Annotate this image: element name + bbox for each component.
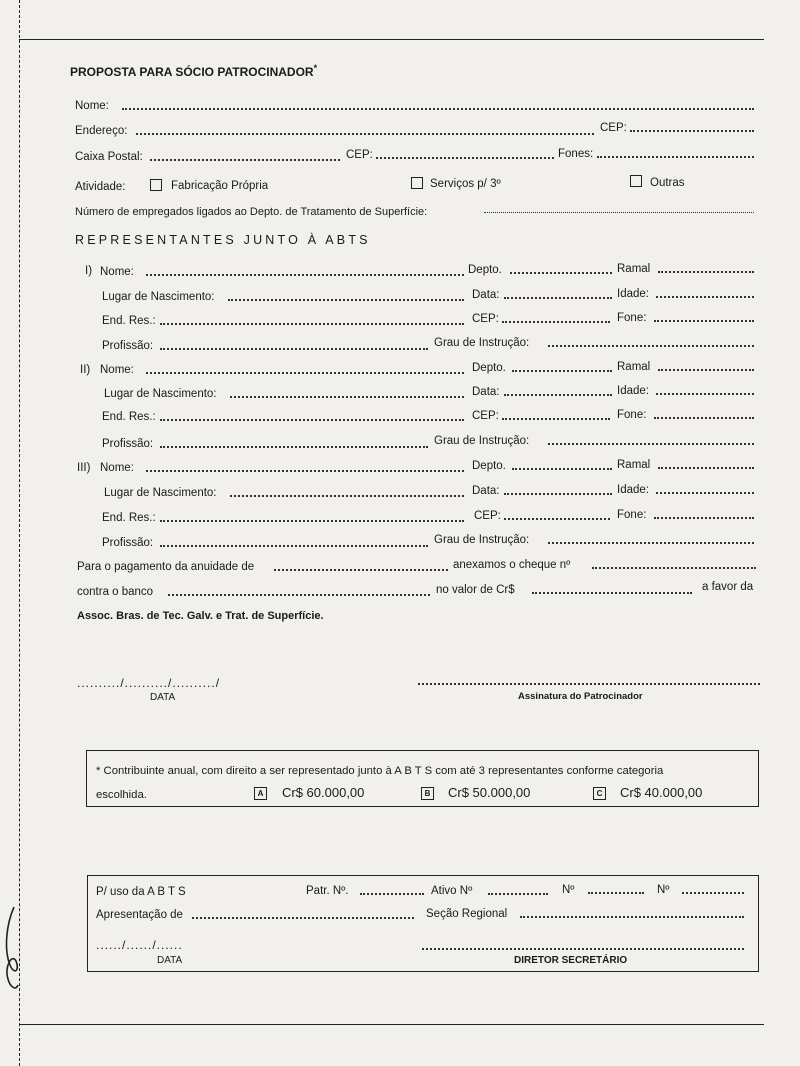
rep-fone-field[interactable]: [654, 417, 754, 419]
rep-idade-label: Idade:: [617, 484, 649, 496]
nome-label: Nome:: [75, 100, 109, 112]
cep-field[interactable]: [630, 130, 754, 132]
rep-grau-field[interactable]: [548, 542, 754, 544]
rep-data-field[interactable]: [504, 297, 612, 299]
rep-nome-field[interactable]: [146, 274, 464, 276]
rep-lugar-field[interactable]: [230, 495, 464, 497]
rep-end-field[interactable]: [160, 419, 464, 421]
rep-data-label: Data:: [472, 485, 500, 497]
bottom-rule: [19, 1024, 764, 1025]
cheque-label: anexamos o cheque nº: [453, 559, 571, 571]
secao-field[interactable]: [520, 916, 744, 918]
rep-number: I): [85, 265, 93, 277]
signature-label: Assinatura do Patrocinador: [518, 691, 643, 702]
rep-data-field[interactable]: [504, 394, 612, 396]
servicos-checkbox[interactable]: [411, 177, 423, 189]
contribution-text: * Contribuinte anual, com direito a ser representado junto à A B T S com até 3 representantes conforme categoria: [96, 765, 664, 777]
handwritten-mark: [0, 905, 24, 995]
no1-label: Nº: [562, 884, 575, 896]
fabricacao-checkbox[interactable]: [150, 179, 162, 191]
rep-end-label: End. Res.:: [102, 315, 156, 327]
fones-field[interactable]: [597, 156, 754, 158]
rep-cep-label: CEP:: [472, 313, 499, 325]
banco-label: contra o banco: [77, 586, 154, 598]
no2-label: Nº: [657, 884, 670, 896]
nome-field[interactable]: [122, 108, 754, 110]
rep-cep-field[interactable]: [502, 418, 610, 420]
rep-prof-field[interactable]: [160, 446, 428, 448]
rep-lugar-field[interactable]: [228, 299, 464, 301]
option-c-box[interactable]: C: [593, 787, 606, 800]
rep-fone-field[interactable]: [654, 517, 754, 519]
rep-prof-label: Profissão:: [102, 438, 154, 450]
rep-end-field[interactable]: [160, 520, 464, 522]
option-b[interactable]: [421, 785, 434, 803]
fones-label: Fones:: [558, 148, 594, 160]
outras-label: Outras: [650, 177, 685, 189]
rep-fone-field[interactable]: [654, 320, 754, 322]
secao-label: Seção Regional: [426, 908, 508, 920]
representantes-heading: REPRESENTANTES JUNTO À ABTS: [75, 233, 371, 247]
rep-ramal-label: Ramal: [617, 361, 651, 373]
cep-label: CEP:: [600, 122, 627, 134]
rep-data-label: Data:: [472, 386, 500, 398]
servicos-label: Serviços p/ 3º: [430, 178, 501, 190]
option-a[interactable]: [254, 785, 267, 803]
rep-cep-label: CEP:: [474, 510, 501, 522]
rep-idade-field[interactable]: [656, 296, 754, 298]
cheque-field[interactable]: [592, 567, 756, 569]
atividade-label: Atividade:: [75, 181, 126, 193]
option-b-value: Cr$ 50.000,00: [448, 785, 531, 800]
rep-lugar-label: Lugar de Nascimento:: [102, 291, 215, 303]
apresentacao-label: Apresentação de: [96, 909, 183, 921]
assoc-name: Assoc. Bras. de Tec. Galv. e Trat. de Superfície.: [77, 610, 324, 622]
banco-field[interactable]: [168, 594, 430, 596]
empregados-label: Número de empregados ligados ao Depto. de Tratamento de Superfície:: [75, 206, 428, 218]
no1-field[interactable]: [588, 892, 644, 894]
apresentacao-field[interactable]: [192, 917, 414, 919]
signature-field[interactable]: [418, 683, 760, 685]
endereco-field[interactable]: [136, 133, 594, 135]
rep-end-label: End. Res.:: [102, 411, 156, 423]
rep-number: III): [77, 462, 91, 474]
rep-cep-label: CEP:: [472, 410, 499, 422]
rep-depto-field[interactable]: [512, 370, 612, 372]
patr-field[interactable]: [360, 893, 424, 895]
rep-fone-label: Fone:: [617, 409, 647, 421]
rep-grau-label: Grau de Instrução:: [434, 337, 530, 349]
form-title: PROPOSTA PARA SÓCIO PATROCINADOR*: [70, 63, 318, 79]
fabricacao-label: Fabricação Própria: [171, 180, 269, 192]
cep2-field[interactable]: [376, 157, 554, 159]
rep-data-label: Data:: [472, 289, 500, 301]
rep-prof-field[interactable]: [160, 545, 428, 547]
patr-label: Patr. Nº.: [306, 885, 349, 897]
rep-depto-field[interactable]: [510, 272, 612, 274]
valor-field[interactable]: [532, 592, 692, 594]
rep-depto-label: Depto.: [472, 362, 506, 374]
rep-nome-field[interactable]: [146, 470, 464, 472]
director-field[interactable]: [422, 948, 744, 950]
rep-nome-label: Nome:: [100, 462, 134, 474]
rep-idade-label: Idade:: [617, 288, 649, 300]
caixa-postal-label: Caixa Postal:: [75, 151, 143, 163]
rep-ramal-label: Ramal: [617, 263, 651, 275]
rep-data-field[interactable]: [504, 493, 612, 495]
date-placeholder[interactable]: ........../........../........../: [77, 676, 221, 690]
rep-idade-field[interactable]: [656, 492, 754, 494]
option-a-value: Cr$ 60.000,00: [282, 785, 365, 800]
rep-ramal-field[interactable]: [658, 369, 754, 371]
rep-lugar-field[interactable]: [230, 396, 464, 398]
rep-idade-field[interactable]: [656, 393, 754, 395]
rep-grau-field[interactable]: [548, 443, 754, 445]
rep-end-field[interactable]: [160, 323, 464, 325]
ativo-label: Ativo Nº: [431, 885, 473, 897]
option-b-box[interactable]: B: [421, 787, 434, 800]
empregados-field[interactable]: [484, 212, 754, 213]
rep-fone-label: Fone:: [617, 312, 647, 324]
anuidade-field[interactable]: [274, 569, 448, 571]
office-use-header: P/ uso da A B T S: [96, 886, 186, 898]
rep-number: II): [80, 364, 91, 376]
contribution-text-2: escolhida.: [96, 789, 147, 801]
endereco-label: Endereço:: [75, 125, 128, 137]
rep-cep-field[interactable]: [504, 518, 610, 520]
rep-prof-label: Profissão:: [102, 340, 154, 352]
rep-prof-field[interactable]: [160, 348, 428, 350]
rep-depto-label: Depto.: [472, 460, 506, 472]
rep-lugar-label: Lugar de Nascimento:: [104, 487, 217, 499]
rep-nome-label: Nome:: [100, 364, 134, 376]
no2-field[interactable]: [682, 892, 744, 894]
date-label: DATA: [150, 692, 176, 703]
rep-end-label: End. Res.:: [102, 512, 156, 524]
option-a-box[interactable]: A: [254, 787, 267, 800]
caixa-postal-field[interactable]: [150, 159, 340, 161]
rep-idade-label: Idade:: [617, 385, 649, 397]
option-c-value: Cr$ 40.000,00: [620, 785, 703, 800]
office-date-label: DATA: [157, 955, 183, 966]
rep-grau-label: Grau de Instrução:: [434, 435, 530, 447]
rep-grau-label: Grau de Instrução:: [434, 534, 530, 546]
rep-ramal-label: Ramal: [617, 459, 651, 471]
favor-label: a favor da: [702, 581, 754, 593]
ativo-field[interactable]: [488, 893, 548, 895]
rep-nome-field[interactable]: [146, 372, 464, 374]
rep-ramal-field[interactable]: [658, 271, 754, 273]
director-label: DIRETOR SECRETÁRIO: [514, 955, 628, 966]
rep-ramal-field[interactable]: [658, 467, 754, 469]
outras-checkbox[interactable]: [630, 175, 642, 187]
top-rule: [19, 39, 764, 40]
payment-line1-text: Para o pagamento da anuidade de: [77, 561, 255, 573]
rep-lugar-label: Lugar de Nascimento:: [104, 388, 217, 400]
option-c[interactable]: [593, 785, 606, 803]
rep-grau-field[interactable]: [548, 345, 754, 347]
rep-nome-label: Nome:: [100, 266, 134, 278]
rep-depto-label: Depto.: [468, 264, 502, 276]
cep2-label: CEP:: [346, 149, 373, 161]
valor-label: no valor de Cr$: [436, 584, 515, 596]
rep-fone-label: Fone:: [617, 509, 647, 521]
rep-prof-label: Profissão:: [102, 537, 154, 549]
office-date-placeholder[interactable]: ....../....../......: [96, 938, 183, 952]
rep-cep-field[interactable]: [502, 321, 610, 323]
rep-depto-field[interactable]: [512, 468, 612, 470]
